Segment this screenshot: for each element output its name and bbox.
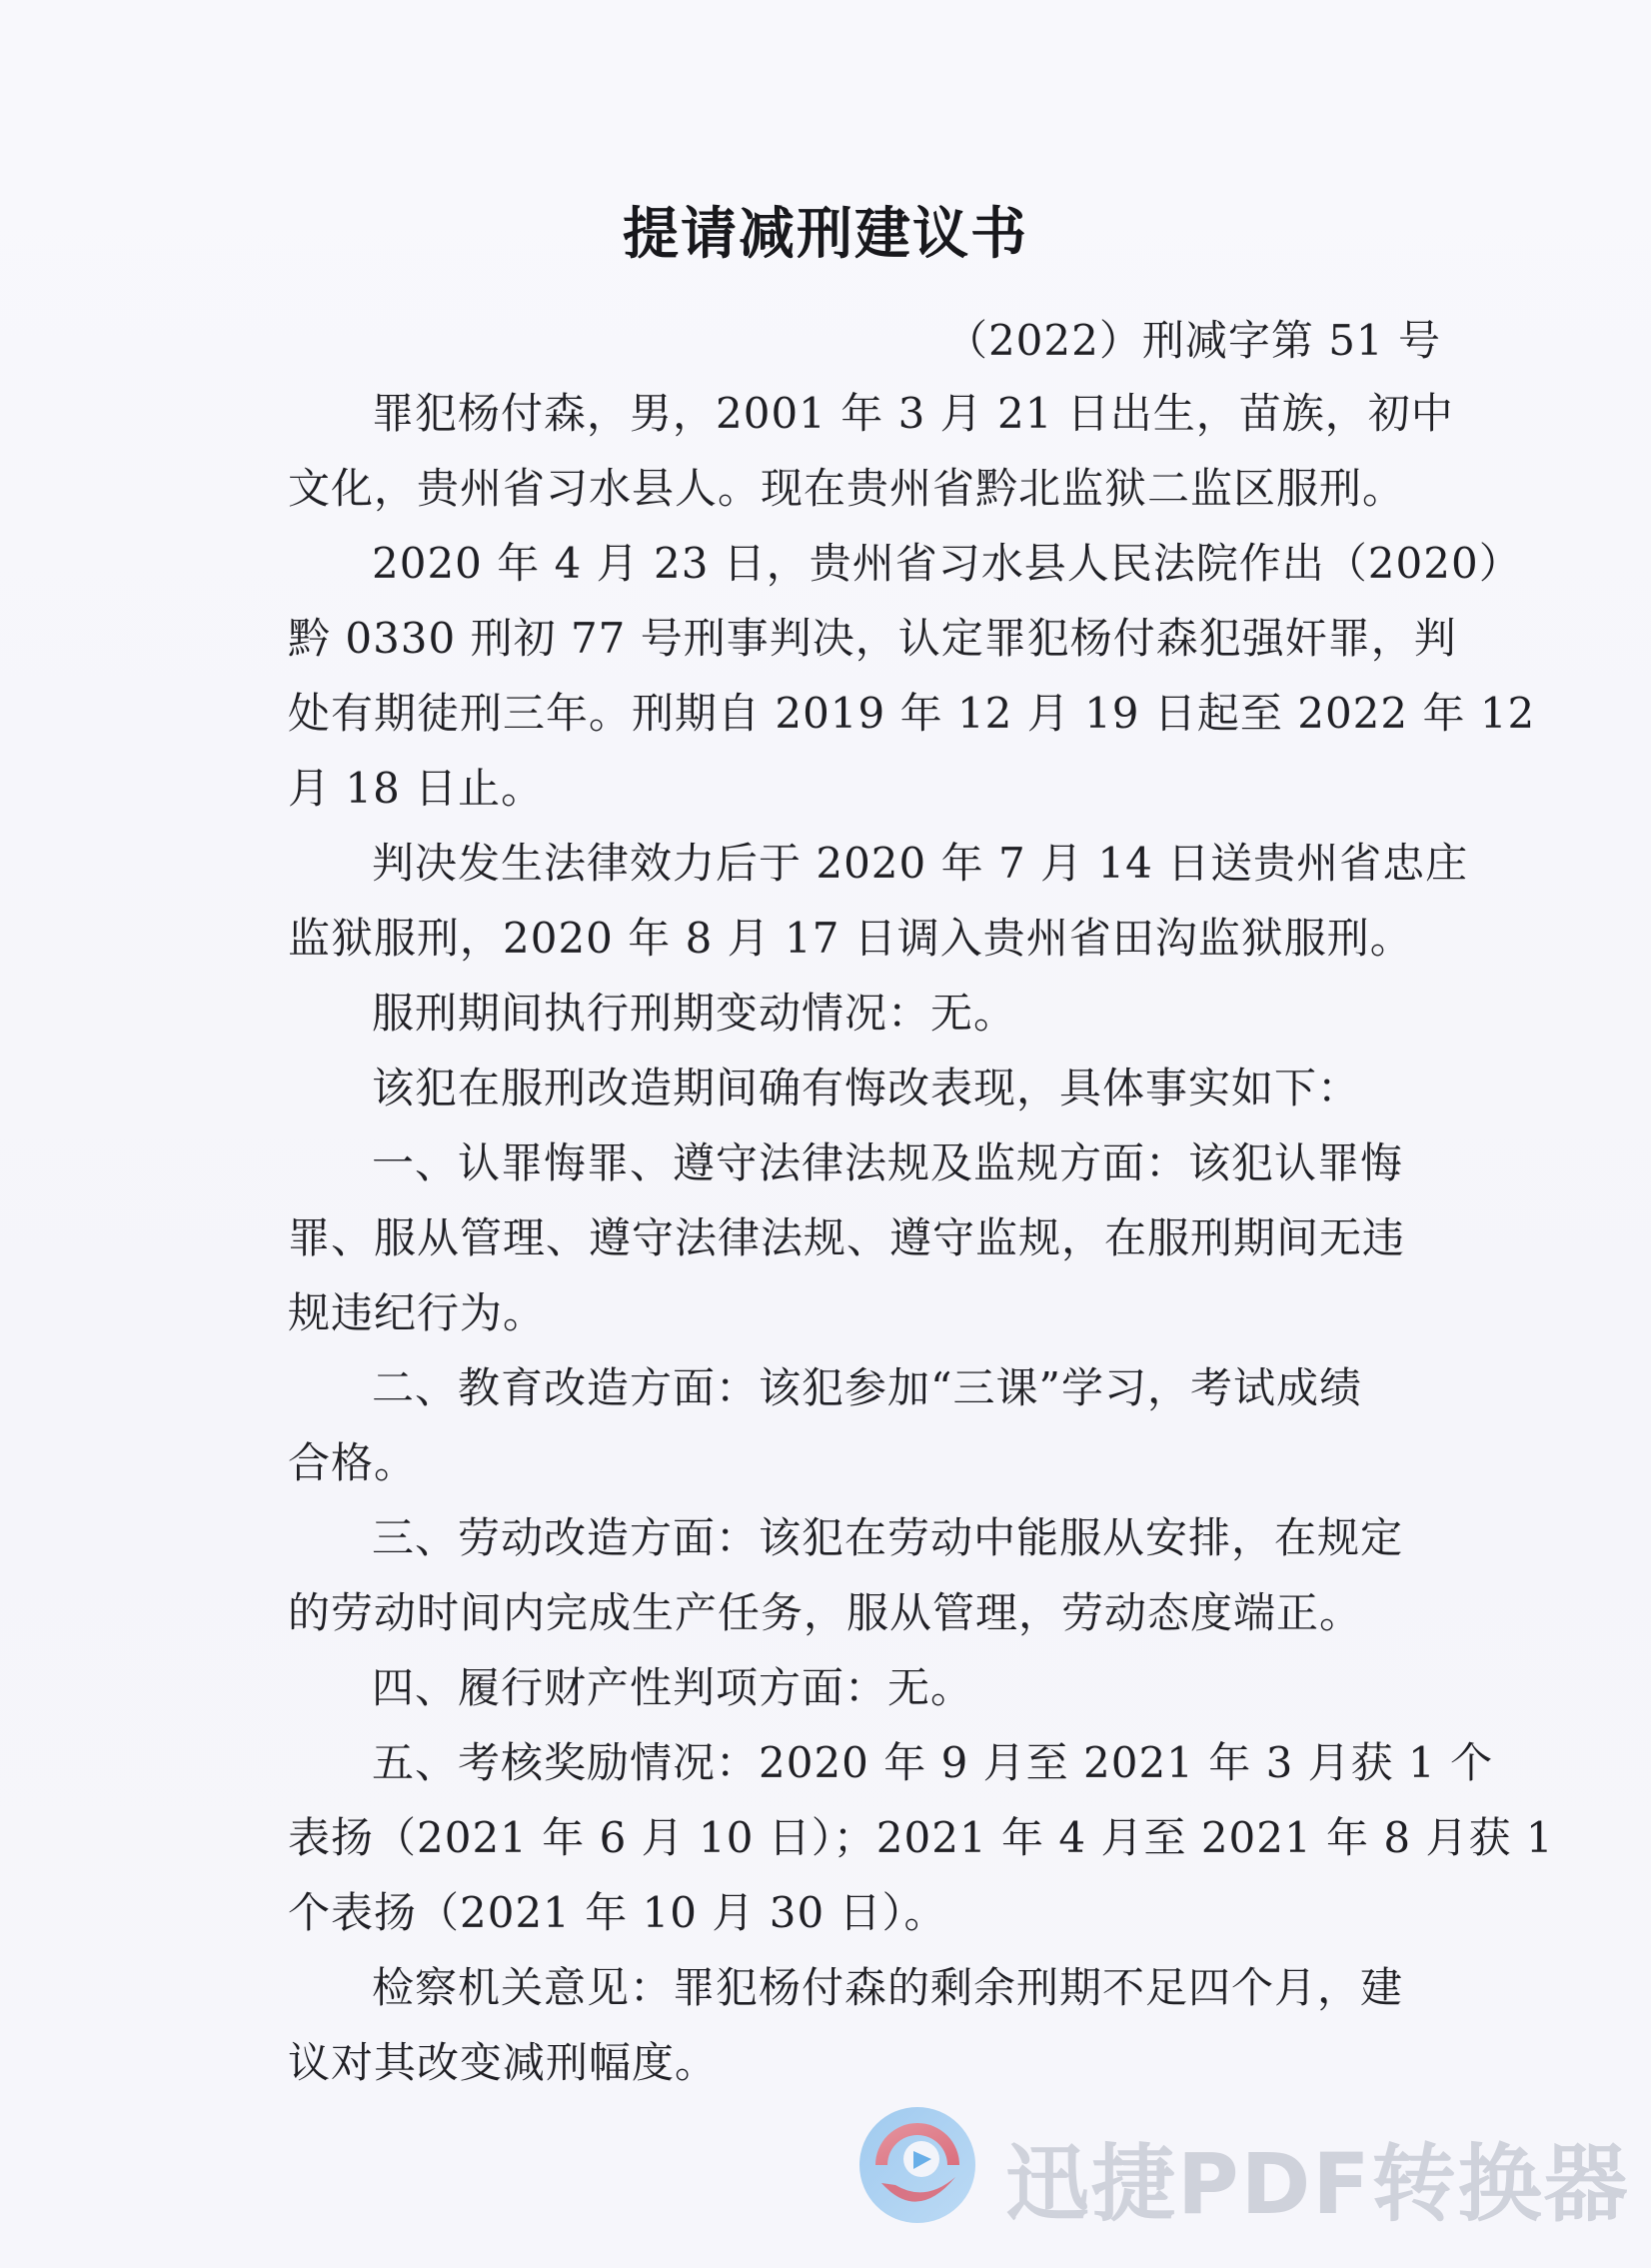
document-line: 月 18 日止。	[288, 764, 545, 813]
document-line: 合格。	[288, 1438, 418, 1487]
document-line: 四、履行财产性判项方面：无。	[372, 1663, 974, 1712]
document-line: 黔 0330 刑初 77 号刑事判决，认定罪犯杨付森犯强奸罪，判	[288, 614, 1457, 663]
document-line: 个表扬（2021 年 10 月 30 日）。	[288, 1888, 947, 1937]
document-line: 规违纪行为。	[288, 1288, 547, 1337]
document-line: 五、考核奖励情况：2020 年 9 月至 2021 年 3 月获 1 个	[372, 1738, 1494, 1787]
document-line: 议对其改变减刑幅度。	[288, 2038, 719, 2087]
document-line: 检察机关意见：罪犯杨付森的剩余刑期不足四个月，建	[372, 1963, 1404, 2012]
watermark	[855, 2103, 1630, 2233]
document-line: 三、劳动改造方面：该犯在劳动中能服从安排，在规定	[372, 1513, 1404, 1562]
document-line: 罪、服从管理、遵守法律法规、遵守监规，在服刑期间无违	[288, 1213, 1406, 1262]
document-line: 二、教育改造方面：该犯参加“三课”学习，考试成绩	[372, 1363, 1362, 1412]
document-line: 一、认罪悔罪、遵守法律法规及监规方面：该犯认罪悔	[372, 1138, 1404, 1187]
document-body	[288, 376, 1554, 2100]
document-title: 提请减刑建议书	[623, 202, 1028, 267]
document-line: 服刑期间执行刑期变动情况：无。	[372, 989, 1017, 1038]
document-number: （2022）刑减字第 51 号	[944, 316, 1441, 365]
document-line: 判决发生法律效力后于 2020 年 7 月 14 日送贵州省忠庄	[372, 839, 1469, 888]
document-line: 该犯在服刑改造期间确有悔改表现，具体事实如下：	[372, 1064, 1361, 1113]
document-line: 监狱服刑，2020 年 8 月 17 日调入贵州省田沟监狱服刑。	[288, 914, 1413, 963]
document-line: 文化，贵州省习水县人。现在贵州省黔北监狱二监区服刑。	[288, 464, 1406, 513]
document-line: 2020 年 4 月 23 日，贵州省习水县人民法院作出（2020）	[372, 539, 1522, 588]
watermark-text: 迅捷PDF转换器	[1005, 2135, 1630, 2233]
xunjie-logo-icon	[855, 2103, 979, 2227]
document-line: 的劳动时间内完成生产任务，服从管理，劳动态度端正。	[288, 1588, 1363, 1637]
document-line: 罪犯杨付森，男，2001 年 3 月 21 日出生，苗族，初中	[372, 389, 1454, 438]
document-line: 处有期徒刑三年。刑期自 2019 年 12 月 19 日起至 2022 年 12	[288, 689, 1536, 738]
document-line: 表扬（2021 年 6 月 10 日）；2021 年 4 月至 2021 年 8 月获 1	[288, 1813, 1554, 1862]
